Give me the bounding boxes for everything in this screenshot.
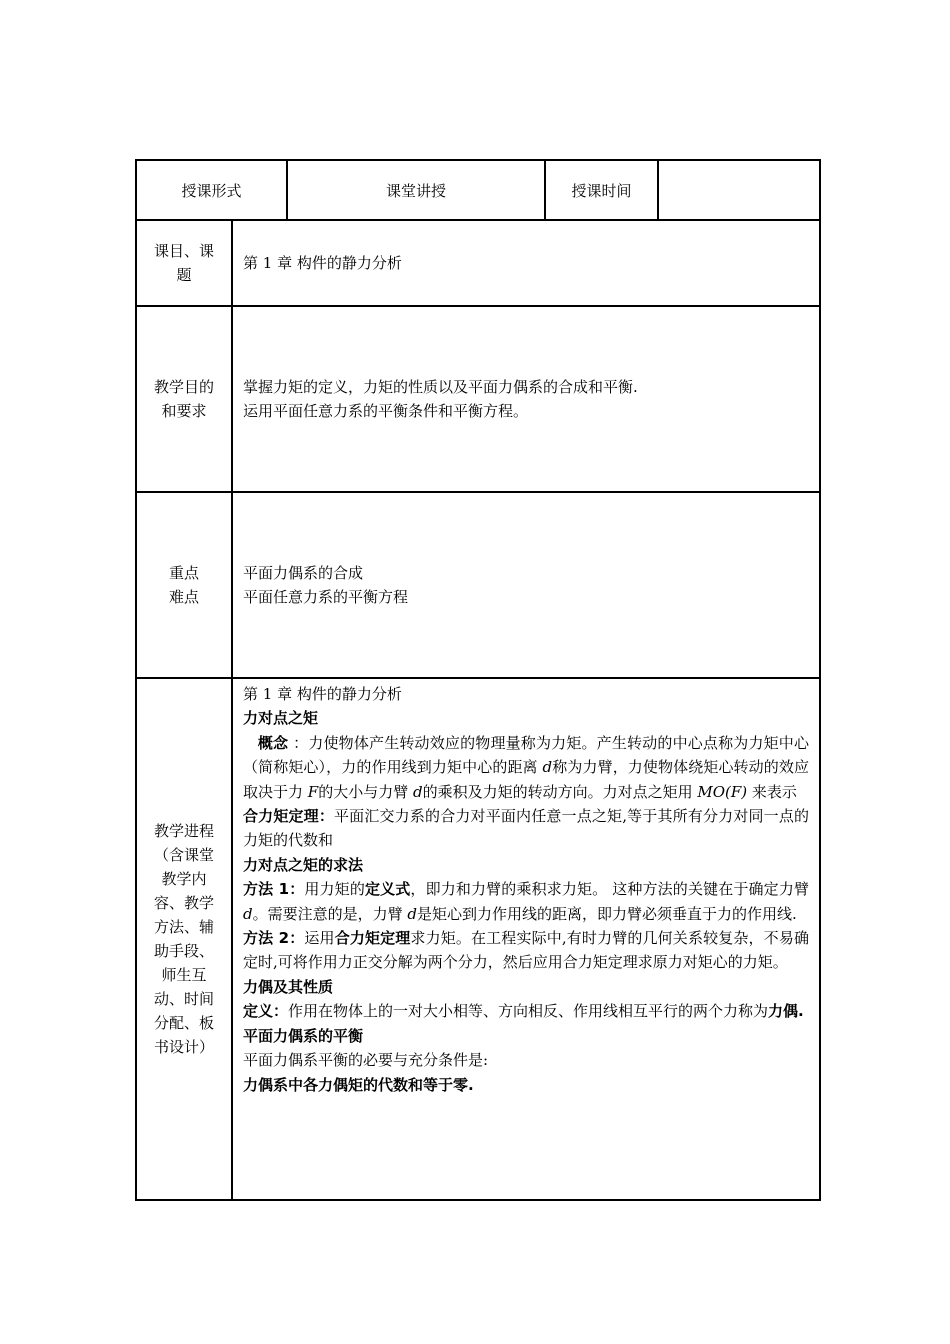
objectives-value-cell [233, 307, 819, 491]
teaching-time-label: 授课时间 [571, 181, 632, 200]
var-d: d [542, 758, 553, 777]
definition-bold: 力偶. [768, 1002, 804, 1021]
row-objectives [137, 307, 819, 493]
subject-label-line: 题 [176, 266, 192, 284]
key-points-value-cell [233, 493, 819, 677]
method1-text: 是矩心到力作用线的距离，即力臂必须垂直于力的作用线. [417, 904, 797, 923]
objective-line: 掌握力矩的定义，力矩的性质以及平面力偶系的合成和平衡. [243, 378, 638, 396]
concept-text: 来表示 [747, 782, 797, 801]
concept-label: 概念 [257, 733, 289, 752]
method2-text: 运用 [304, 929, 335, 948]
objectives-label-line: 和要求 [161, 402, 207, 420]
method2-bold: 合力矩定理 [334, 929, 411, 948]
objectives-label-line: 教学目的 [153, 378, 214, 396]
var-d: d [407, 904, 417, 923]
method2-paragraph [243, 926, 809, 975]
definition-paragraph [243, 999, 809, 1023]
teaching-form-label-cell [137, 161, 288, 219]
definition-text: 作用在物体上的一对大小相等、方向相反、作用线相互平行的两个力称为 [288, 1002, 769, 1021]
teaching-form-label: 授课形式 [181, 181, 242, 200]
process-label-line: 方法、辅 [153, 918, 214, 936]
definition-label: 定义： [243, 1002, 289, 1021]
method1-text: 。需要注意的是，力臂 [252, 904, 408, 923]
chapter-title: 第 1 章 构件的静力分析 [243, 685, 402, 703]
balance-conclusion: 力偶系中各力偶矩的代数和等于零. [243, 1075, 474, 1094]
teaching-time-label-cell [546, 161, 659, 219]
process-label-line: 书设计） [153, 1038, 214, 1056]
key-point-line: 平面力偶系的合成 [243, 564, 364, 582]
theorem-text: 平面汇交力系的合力对平面内任意一点之矩,等于其所有分力对同一点的力矩的代数和 [243, 807, 809, 850]
method1-text: ，即力和力臂的乘积求力矩。 这种方法的关键在于确定力臂 [410, 880, 809, 899]
heading-moment: 力对点之矩 [243, 709, 319, 728]
process-label-line: 教学进程 [153, 822, 214, 840]
process-label-line: 分配、板 [153, 1014, 214, 1032]
heading-method: 力对点之矩的求法 [243, 855, 364, 874]
process-content-cell [233, 679, 819, 1199]
method1-text: 用力矩的 [304, 880, 365, 899]
process-label-cell [137, 679, 233, 1199]
theorem-label: 合力矩定理： [243, 807, 335, 826]
balance-text: 平面力偶系平衡的必要与充分条件是: [243, 1051, 489, 1070]
objectives-label-cell [137, 307, 233, 491]
heading-couple: 力偶及其性质 [243, 977, 334, 996]
var-d: d [243, 904, 253, 923]
method1-bold: 定义式 [364, 880, 411, 899]
row-teaching-process [137, 679, 819, 1199]
key-point-line: 平面任意力系的平衡方程 [243, 588, 409, 606]
concept-text: 称为力臂，力使物体绕矩心转动的效应取决于力 [243, 758, 809, 801]
row-subject [137, 221, 819, 307]
var-f: F [307, 782, 319, 801]
theorem-paragraph [243, 804, 809, 853]
subject-label-line: 课目、课 [153, 242, 214, 260]
process-label-line: 动、时间 [153, 990, 214, 1008]
key-points-label-line: 重点 [168, 564, 199, 582]
subject-label-cell [137, 221, 233, 305]
teaching-time-value-cell [659, 161, 819, 219]
var-mo: MO(F) [697, 782, 748, 801]
var-d: d [412, 782, 423, 801]
concept-text: 的乘积及力矩的转动方向。力对点之矩用 [422, 782, 698, 801]
method1-label: 方法 1： [243, 880, 305, 899]
method2-label: 方法 2： [243, 929, 305, 948]
heading-balance: 平面力偶系的平衡 [243, 1026, 364, 1045]
concept-paragraph [243, 731, 809, 804]
process-label-line: 容、教学 [153, 894, 214, 912]
concept-text: ：力使物体产生转动效应的物理量称为力矩。产生转动的中心点称为力矩中心（简称矩心），力的作用线到力矩中心的距离 [243, 733, 809, 777]
subject-value-cell [233, 221, 819, 305]
key-points-label-line: 难点 [168, 588, 199, 606]
key-points-label-cell [137, 493, 233, 677]
row-teaching-form [137, 161, 819, 221]
teaching-form-value: 课堂讲授 [385, 181, 446, 200]
lesson-plan-table [135, 159, 821, 1201]
process-label-line: 助手段、 [153, 942, 214, 960]
process-label-line: 教学内 [161, 870, 207, 888]
concept-text: 的大小与力臂 [318, 782, 413, 801]
method1-paragraph [243, 877, 809, 926]
method2-text: 求力矩。在工程实际中,有时力臂的几何关系较复杂，不易确定时,可将作用力正交分解为两个分力，然后应用合力矩定理求原力对矩心的力矩。 [243, 929, 809, 972]
process-label-line: （含课堂 [153, 846, 214, 864]
subject-title: 第 1 章 构件的静力分析 [243, 254, 402, 272]
objective-line: 运用平面任意力系的平衡条件和平衡方程。 [243, 402, 529, 420]
teaching-form-value-cell [288, 161, 546, 219]
row-key-points [137, 493, 819, 679]
process-label-line: 师生互 [161, 966, 207, 984]
